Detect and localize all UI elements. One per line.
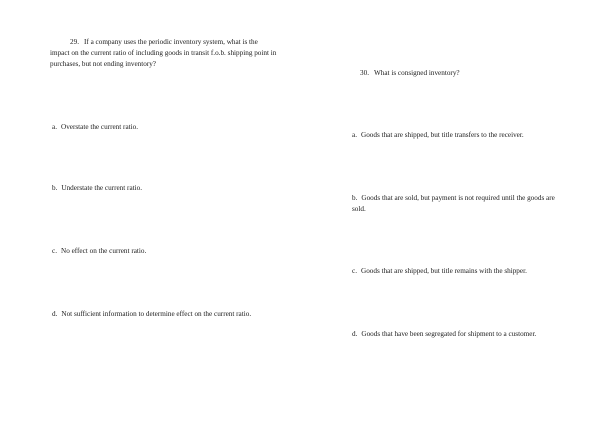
question-29-option-d [52,309,278,320]
option-letter: d. [352,330,358,338]
option-letter: a. [52,123,57,131]
question-30-option-d [352,329,574,340]
option-letter: d. [52,310,58,318]
option-text: Not sufficient information to determine effect on the current ratio. [61,310,252,318]
question-30-option-a [352,130,572,141]
question-29 [50,37,278,70]
question-30-number: 30. [360,69,369,77]
question-29-option-a [52,122,278,133]
option-letter: b. [52,184,58,192]
option-text: Goods that have been segregated for shipment to a customer. [361,330,537,338]
question-30 [360,68,572,79]
option-text: Understate the current ratio. [61,184,143,192]
option-letter: c. [52,247,57,255]
question-30-option-c [352,266,572,277]
option-letter: b. [352,194,358,202]
option-text: Overstate the current ratio. [61,123,139,131]
option-text: Goods that are shipped, but title remains with the shipper. [361,267,527,275]
question-29-option-c [52,246,278,257]
question-30-option-b [352,193,564,215]
option-text: Goods that are shipped, but title transfers to the receiver. [361,131,524,139]
question-29-text: If a company uses the periodic inventory system, what is the impact on the current ratio of including goods in transit f.o.b. shipping point in purchases, but not ending inventory? [50,38,277,68]
option-letter: a. [352,131,357,139]
question-29-option-b [52,183,278,194]
option-text: Goods that are sold, but payment is not required until the goods are sold. [352,194,555,213]
question-30-text: What is consigned inventory? [373,69,460,77]
option-text: No effect on the current ratio. [61,247,147,255]
question-29-number: 29. [70,38,79,46]
option-letter: c. [352,267,357,275]
